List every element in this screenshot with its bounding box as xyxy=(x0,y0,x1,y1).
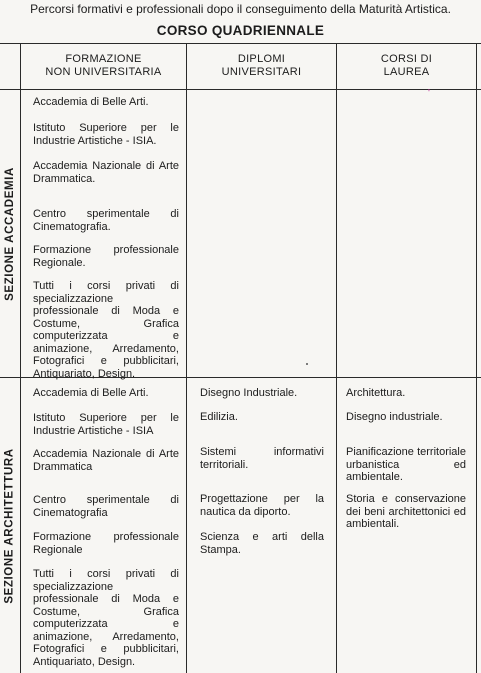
stray-pen-mark: ' xyxy=(428,88,430,99)
column-divider-1 xyxy=(20,43,21,673)
intro-text: Percorsi formativi e professionali dopo il conseguimento della Maturità Artistica. xyxy=(30,2,451,16)
course-table xyxy=(0,43,481,673)
list-item: Architettura. xyxy=(346,387,406,399)
list-item: Istituto Superiore per le Industrie Artistiche - ISIA. xyxy=(33,122,179,147)
col-header-lauree-line1: CORSI DI xyxy=(380,53,433,65)
accademia-formazione-cell xyxy=(33,90,179,380)
list-item: Progettazione per la nautica da diporto. xyxy=(200,493,324,518)
col-header-diplomi-line1: DIPLOMI xyxy=(237,53,286,65)
list-item: Accademia Nazionale di Arte Drammatica xyxy=(33,448,179,473)
column-divider-3 xyxy=(336,43,337,673)
col-header-formazione xyxy=(21,43,186,89)
list-item: Storia e conservazione dei beni architettonici ed ambientali. xyxy=(346,493,466,530)
list-item: Centro sperimentale di Cinematografia. xyxy=(33,208,179,233)
column-divider-2 xyxy=(186,43,187,673)
list-item: Pianificazione territoriale urbanistica ed ambientale. xyxy=(346,446,466,483)
col-header-formazione-line2: NON UNIVERSITARIA xyxy=(45,66,162,78)
col-header-lauree-line2: LAUREA xyxy=(383,66,430,78)
list-item: Scienza e arti della Stampa. xyxy=(200,531,324,556)
list-item: Tutti i corsi privati di specializzazione professionale di Moda e Costume, Grafica computerizzata e animazione, Arredamento, Fotografici e pubblicitari, Antiquariato, Design. xyxy=(33,280,179,380)
list-item: Tutti i corsi privati di specializzazione professionale di Moda e Costume, Grafica computerizzata e animazione, Arredamento, Fotografici e pubblicitari, Antiquariato, Design. xyxy=(33,568,179,668)
stray-dot xyxy=(306,363,308,365)
col-header-diplomi-line2: UNIVERSITARI xyxy=(221,66,302,78)
page-heading: CORSO QUADRIENNALE xyxy=(156,23,325,38)
architettura-formazione-cell xyxy=(33,378,179,673)
list-item: Accademia di Belle Arti. xyxy=(33,387,149,399)
architettura-lauree-cell xyxy=(346,378,466,673)
col-header-lauree xyxy=(337,43,476,89)
list-item: Sistemi informativi territoriali. xyxy=(200,446,324,471)
list-item: Centro sperimentale di Cinematografia xyxy=(33,494,179,519)
list-item: Disegno industriale. xyxy=(346,411,443,423)
list-item: Istituto Superiore per le Industrie Artistiche - ISIA xyxy=(33,412,179,437)
list-item: Accademia Nazionale di Arte Drammatica. xyxy=(33,160,179,185)
list-item: Formazione professionale Regionale xyxy=(33,531,179,556)
list-item: Formazione professionale Regionale. xyxy=(33,244,179,269)
col-header-formazione-line1: FORMAZIONE xyxy=(65,53,142,65)
architettura-diplomi-cell xyxy=(200,378,324,673)
column-divider-4 xyxy=(476,43,477,673)
col-header-diplomi xyxy=(187,43,336,89)
section-label-accademia: SEZIONE ACCADEMIA xyxy=(4,166,17,301)
section-label-architettura: SEZIONE ARCHITETTURA xyxy=(4,447,17,604)
list-item: Edilizia. xyxy=(200,411,238,423)
list-item: Accademia di Belle Arti. xyxy=(33,96,149,108)
list-item: Disegno Industriale. xyxy=(200,387,298,399)
